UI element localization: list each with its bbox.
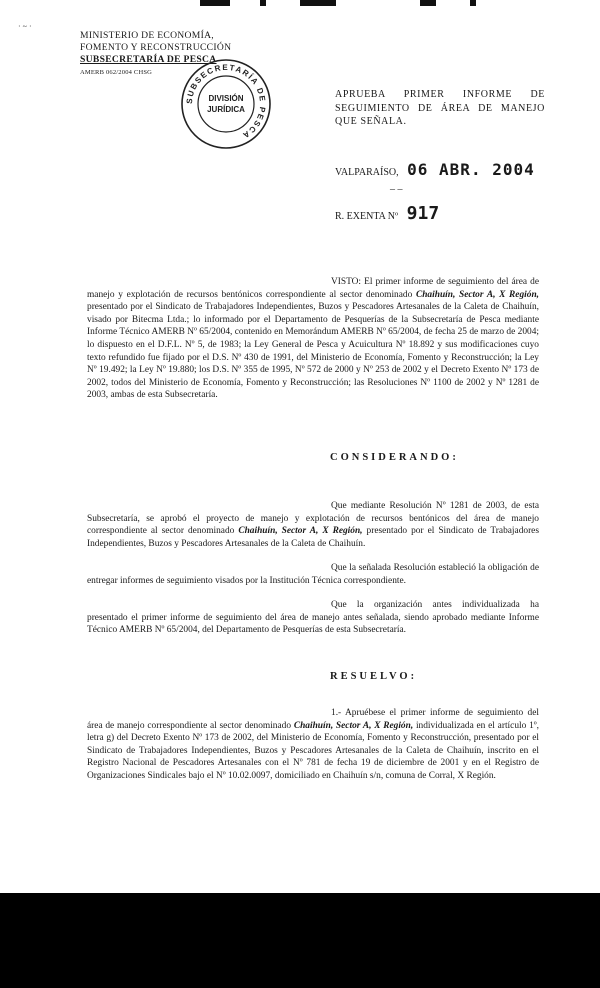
date-stamp: 06 ABR. 2004 bbox=[407, 160, 535, 179]
visto-text-1: El primer informe de seguimiento del área de manejo y explotación de recursos bentónicos correspondiente al sector denominado bbox=[87, 277, 539, 300]
reference-code: AMERB 062/2004 CHSG bbox=[80, 69, 153, 76]
seal-center-line-1: DIVISIÓN bbox=[208, 94, 244, 103]
resuelvo-p1-sector: Chaihuín, Sector A, X Región, bbox=[293, 720, 414, 731]
considerando-p1-text-1: Que mediante Resolución Nº 1281 de 2003, de esta Subsecretaría, se aprobó el proyecto de manejo y explotación de recursos bentónicos del área de manejo correspondiente al sector denominado bbox=[87, 501, 539, 537]
exenta-label: R. EXENTA Nº bbox=[335, 211, 399, 222]
ministry-line-1: MINISTERIO DE ECONOMÍA, bbox=[80, 30, 215, 41]
resuelvo-p1-text-1: 1.- Apruébese el primer informe de seguimiento del área de manejo correspondiente al sector denominado bbox=[87, 708, 539, 731]
seal-ring-text: SUBSECRETARÍA DE PESCA bbox=[184, 62, 268, 141]
exenta-number: 917 bbox=[406, 203, 440, 224]
ministry-line-2: FOMENTO Y RECONSTRUCCIÓN bbox=[80, 42, 232, 53]
dash-mark: _ _ bbox=[390, 180, 403, 191]
visto-paragraph bbox=[87, 276, 539, 402]
dateline bbox=[335, 160, 535, 179]
resuelvo-heading: RESUELVO: bbox=[330, 671, 418, 682]
scan-top-marks bbox=[0, 0, 600, 8]
visto-sector: Chaihuín, Sector A, X Región, bbox=[415, 289, 539, 300]
seal-center-line-2: JURÍDICA bbox=[207, 105, 245, 114]
resuelvo-p1-text-2: individualizada en el artículo 1º, letra g) del Decreto Exento Nº 173 de 2002, del Ministerio de Economía, Fomento y Reconstrucción, presentado por el Sindicato de Trabajadores Independientes, Buzos y Pescadores Artesanales de la Caleta de Chaihuín, inscrito en el Registro Nacional de Pescadores Artesanales con el Nº 781 de fecha 19 de diciembre de 2001 y en el Registro de Organizaciones Sindicales bajo el Nº 10.02.0097, domiciliado en Chaihuín s/n, comuna de Corral, X Región. bbox=[87, 720, 540, 781]
visto-text-2: presentado por el Sindicato de Trabajadores Independientes, Buzos y Pescadores Artesanales de la Caleta de Chaihuín, visado por Bitecma Ltda.; lo informado por el Departamento de Pesquerías de la Subsecretaría de Pesca mediante Informe Técnico AMERB Nº 65/2004, contenido en Memorándum AMERB Nº 65/2004, de fecha 25 de marzo de 2004; lo dispuesto en el D.F.L. Nº 5, de 1983; la Ley General de Pesca y Acuicultura Nº 18.892 y sus modificaciones cuyo texto refundido fue fijado por el D.S. Nº 430 de 1991, del Ministerio de Economía, Fomento y Reconstrucción; la Ley Nº 19.492; la Ley Nº 19.880; los D.S. Nº 355 de 1995, Nº 572 de 2000 y Nº 253 de 2002 y el Decreto Exento Nº 173 de 2002, todos del Ministerio de Economía, Fomento y Reconstrucción; las Resoluciones Nº 1100 de 2002 y Nº 1281 de 2003, ambas de esta Subsecretaría. bbox=[87, 302, 539, 401]
considerando-heading: CONSIDERANDO: bbox=[330, 452, 459, 463]
considerando-p1-text-2: presentado por el Sindicato de Trabajadores Independientes, Buzos y Pescadores Artesanales de la Caleta de Chaihuín. bbox=[87, 526, 539, 549]
exenta-line bbox=[335, 203, 439, 224]
considerando-p1-sector: Chaihuín, Sector A, X Región, bbox=[238, 526, 363, 537]
subsecretaria-line: SUBSECRETARÍA DE PESCA bbox=[80, 54, 217, 65]
document-subject: APRUEBA PRIMER INFORME DE SEGUIMIENTO DE ÁREA DE MANEJO QUE SEÑALA. bbox=[335, 89, 545, 127]
place-label: VALPARAÍSO, bbox=[335, 167, 399, 178]
considerando-p3-text: Que la organización antes individualizada ha presentado el primer informe de seguimiento del área de manejo antes señalada, siendo aprobado mediante Informe Técnico AMERB Nº 65/2004, del Departamento de Pesquerías de esta Subsecretaría. bbox=[87, 600, 539, 636]
resuelvo-paragraph-1 bbox=[87, 707, 539, 783]
scan-mark: · ~ · bbox=[18, 22, 32, 31]
considerando-paragraph-3 bbox=[87, 599, 539, 637]
division-juridica-seal bbox=[178, 56, 274, 152]
visto-lead: VISTO: bbox=[331, 277, 362, 287]
scan-bottom-band bbox=[0, 893, 600, 988]
considerando-paragraph-1 bbox=[87, 500, 539, 550]
considerando-p2-text: Que la señalada Resolución estableció la obligación de entregar informes de seguimiento visados por la Institución Técnica correspondiente. bbox=[87, 563, 539, 586]
considerando-paragraph-2 bbox=[87, 562, 539, 587]
